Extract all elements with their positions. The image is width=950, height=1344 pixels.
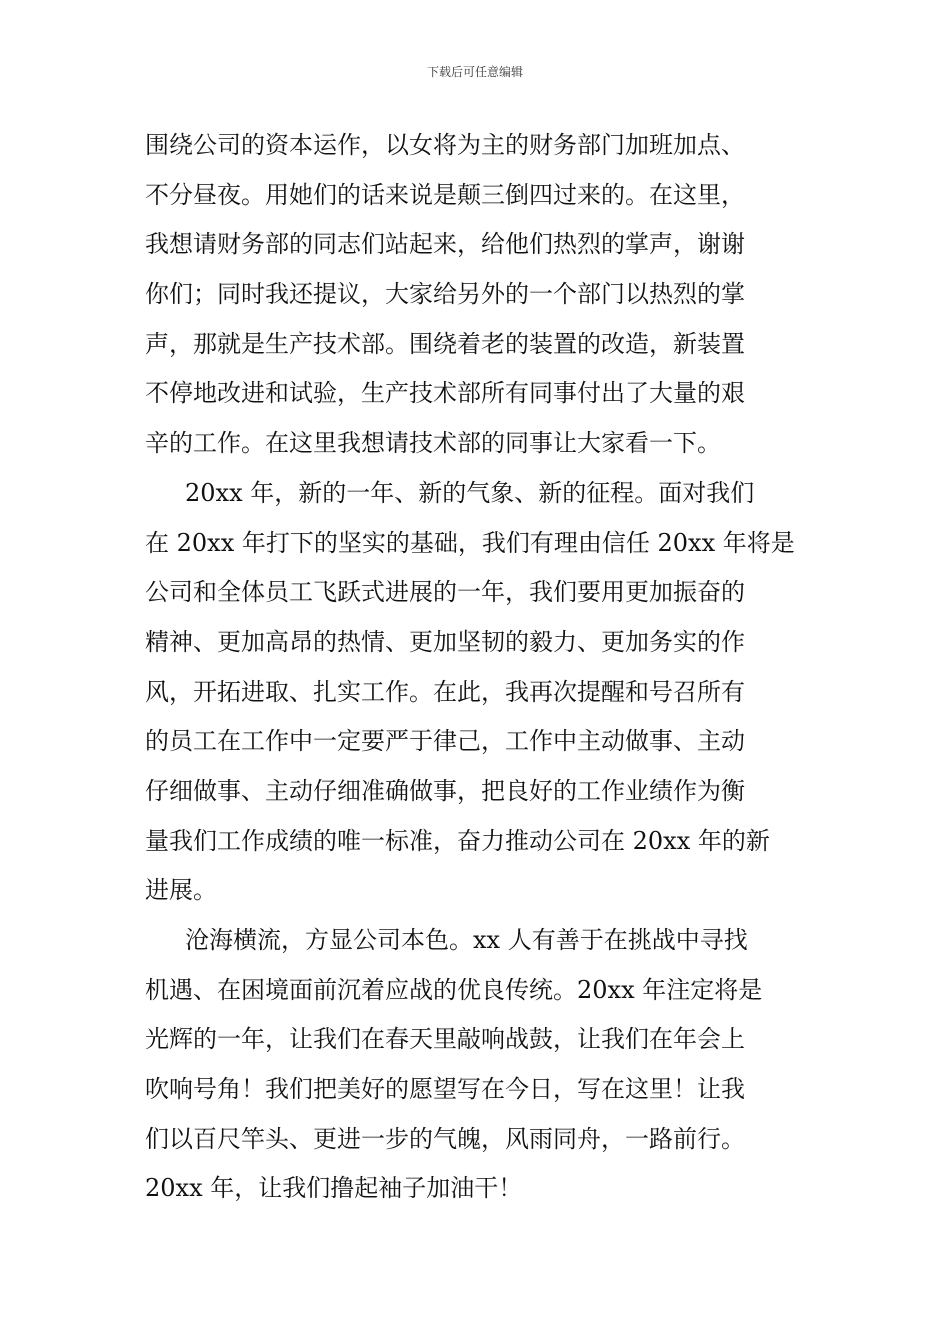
text-line: 光辉的一年，让我们在春天里敲响战鼓，让我们在年会上 <box>145 1025 745 1054</box>
paragraph-start-line: 20xx 年，新的一年、新的气象、新的征程。面对我们 <box>185 478 755 507</box>
text-line: 辛的工作。在这里我想请技术部的同事让大家看一下。 <box>145 429 721 458</box>
text-line: 风，开拓进取、扎实工作。在此，我再次提醒和号召所有 <box>145 677 745 706</box>
text-line: 的员工在工作中一定要严于律己，工作中主动做事、主动 <box>145 727 745 756</box>
text-line: 量我们工作成绩的唯一标准，奋力推动公司在 20xx 年的新 <box>145 826 770 855</box>
text-line: 公司和全体员工飞跃式进展的一年，我们要用更加振奋的 <box>145 578 745 607</box>
text-line: 们以百尺竿头、更进一步的气魄，风雨同舟，一路前行。 <box>145 1124 745 1153</box>
text-line: 在 20xx 年打下的坚实的基础，我们有理由信任 20xx 年将是 <box>145 528 795 557</box>
text-line: 20xx 年，让我们撸起袖子加油干！ <box>145 1174 523 1203</box>
text-line: 声，那就是生产技术部。围绕着老的装置的改造，新装置 <box>145 329 745 358</box>
text-line: 围绕公司的资本运作，以女将为主的财务部门加班加点、 <box>145 131 745 159</box>
text-line: 进展。 <box>145 876 217 905</box>
text-line: 我想请财务部的同志们站起来，给他们热烈的掌声，谢谢 <box>145 230 745 259</box>
text-line: 你们；同时我还提议，大家给另外的一个部门以热烈的掌 <box>145 280 745 309</box>
text-line: 精神、更加高昂的热情、更加坚韧的毅力、更加务实的作 <box>145 627 745 656</box>
text-line: 吹响号角！我们把美好的愿望写在今日，写在这里！让我 <box>145 1075 745 1104</box>
text-line: 机遇、在困境面前沉着应战的优良传统。20xx 年注定将是 <box>145 975 763 1004</box>
header-note: 下载后可任意编辑 <box>426 65 523 79</box>
paragraph-start-line: 沧海横流，方显公司本色。xx 人有善于在挑战中寻找 <box>185 926 748 954</box>
text-line: 仔细做事、主动仔细准确做事，把良好的工作业绩作为衡 <box>145 776 745 805</box>
document-body <box>145 121 810 1214</box>
text-line: 不分昼夜。用她们的话来说是颠三倒四过来的。在这里， <box>145 180 745 209</box>
text-line: 不停地改进和试验，生产技术部所有同事付出了大量的艰 <box>145 379 745 408</box>
